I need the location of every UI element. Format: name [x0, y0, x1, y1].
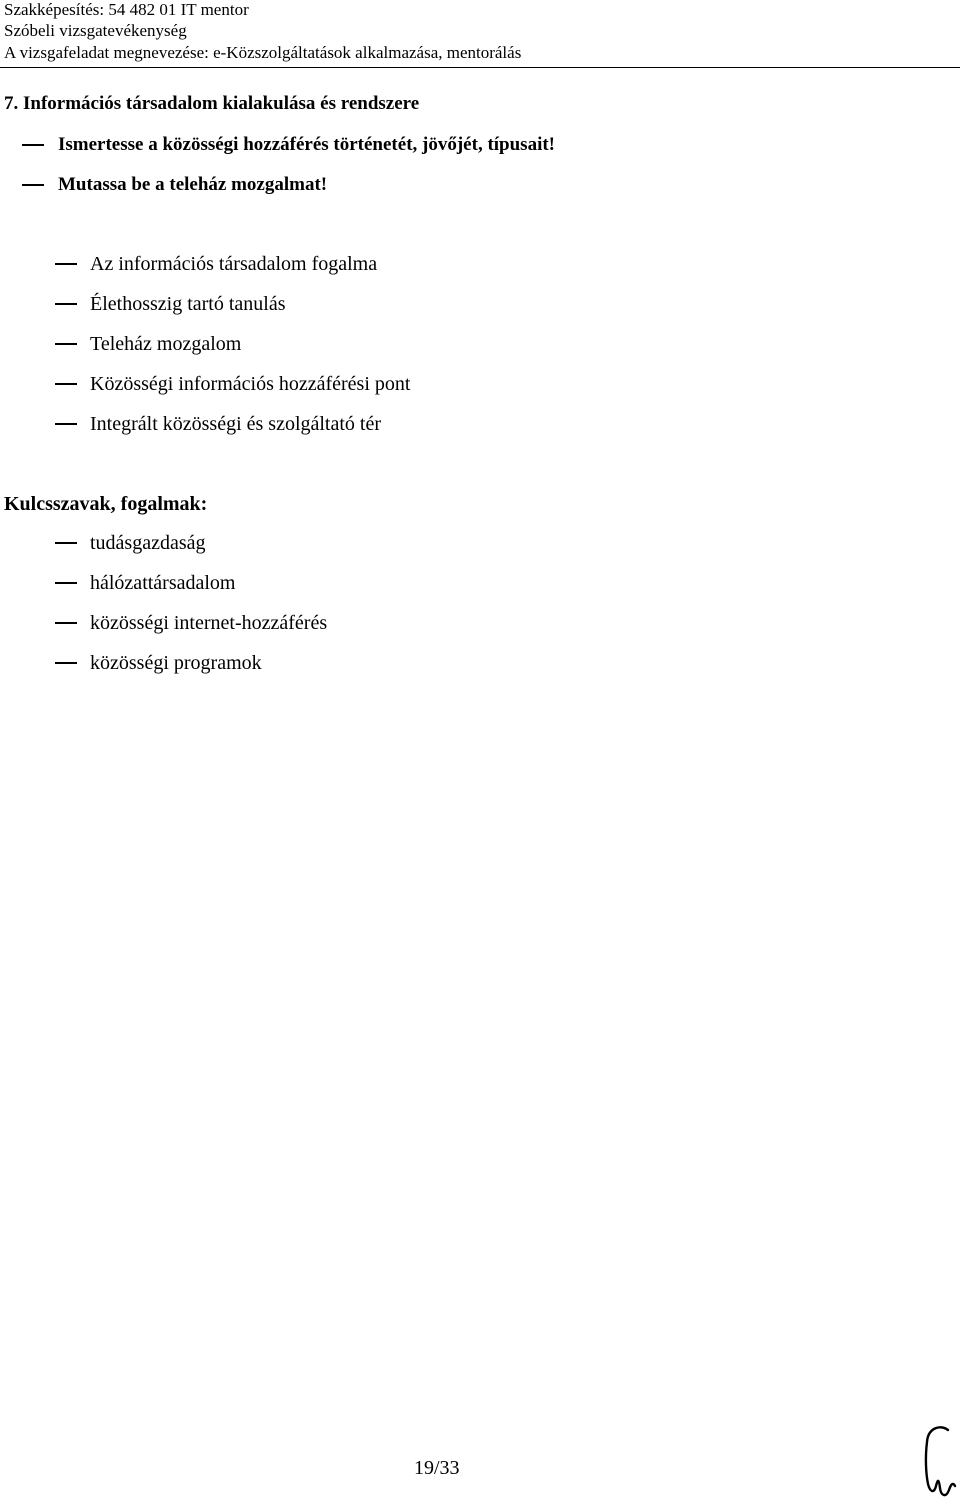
header-qualification: Szakképesítés: 54 482 01 IT mentor [4, 0, 249, 19]
dash-bullet-icon [55, 383, 77, 385]
dash-bullet-icon [55, 582, 77, 584]
dash-bullet-icon [22, 144, 44, 146]
header-task-name: A vizsgafeladat megnevezése: e-Közszolgáltatások alkalmazása, mentorálás [4, 43, 522, 62]
topic-item [55, 292, 286, 316]
task-text: Mutassa be a teleház mozgalmat! [58, 174, 328, 195]
dash-bullet-icon [55, 542, 77, 544]
topic-text: Teleház mozgalom [90, 333, 242, 355]
topic-text: Közösségi információs hozzáférési pont [90, 373, 411, 395]
keyword-text: hálózattársadalom [90, 572, 236, 594]
dash-bullet-icon [55, 303, 77, 305]
header-divider [0, 67, 960, 68]
topic-item [55, 372, 410, 396]
keyword-item [55, 571, 236, 595]
handwritten-signature-icon [918, 1422, 958, 1500]
keyword-item [55, 651, 262, 675]
keyword-item [55, 531, 206, 555]
topic-text: Élethosszig tartó tanulás [90, 293, 286, 315]
keywords-title: Kulcsszavak, fogalmak: [4, 493, 208, 515]
topic-item [55, 332, 241, 356]
keyword-text: tudásgazdaság [90, 532, 206, 554]
task-text: Ismertesse a közösségi hozzáférés történetét, jövőjét, típusait! [58, 134, 556, 155]
page-number: 19/33 [414, 1457, 460, 1479]
dash-bullet-icon [55, 622, 77, 624]
keyword-item [55, 611, 327, 635]
topic-item [55, 412, 381, 436]
task-item [22, 133, 555, 157]
keyword-text: közösségi programok [90, 652, 262, 674]
topic-text: Az információs társadalom fogalma [90, 253, 378, 275]
dash-bullet-icon [55, 263, 77, 265]
task-item [22, 173, 327, 197]
dash-bullet-icon [22, 184, 44, 186]
dash-bullet-icon [55, 662, 77, 664]
topic-item [55, 252, 377, 276]
keyword-text: közösségi internet-hozzáférés [90, 612, 328, 634]
dash-bullet-icon [55, 423, 77, 425]
topic-text: Integrált közösségi és szolgáltató tér [90, 413, 382, 435]
dash-bullet-icon [55, 343, 77, 345]
section-title: 7. Információs társadalom kialakulása és rendszere [4, 93, 420, 114]
header-exam-type: Szóbeli vizsgatevékenység [4, 21, 187, 40]
